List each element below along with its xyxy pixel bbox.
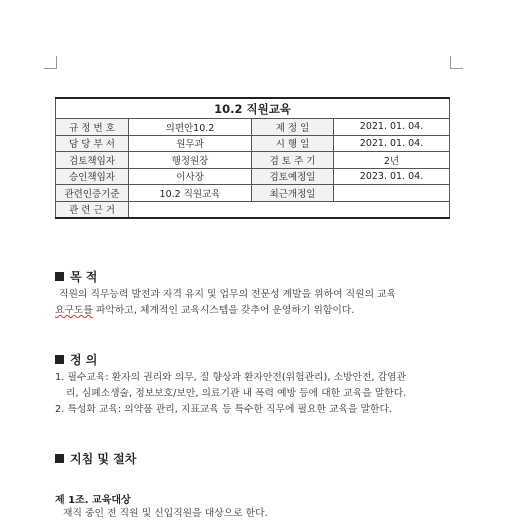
purpose-text-flagged-word: 요구도를 bbox=[55, 305, 93, 316]
section-definition-heading: 정 의 bbox=[55, 351, 97, 368]
label-reviewer: 검토책임자 bbox=[56, 152, 129, 169]
value-accreditation-standard: 10.2 직원교육 bbox=[129, 185, 252, 202]
label-department: 담 당 부 서 bbox=[56, 135, 129, 152]
square-bullet-icon bbox=[55, 454, 64, 463]
label-regulation-number: 규 정 번 호 bbox=[56, 119, 129, 136]
value-last-revision-date bbox=[334, 185, 450, 202]
definition-item-1-line-2: 리, 심폐소생술, 정보보호/보안, 의료기관 내 폭력 예방 등에 대한 교육을 말한다. bbox=[66, 388, 407, 399]
label-last-revision-date: 최근개정일 bbox=[252, 185, 334, 202]
value-legal-basis bbox=[129, 201, 450, 218]
label-legal-basis: 관 련 근 거 bbox=[56, 201, 129, 218]
definition-item-2: 2. 특성화 교육: 의약품 관리, 지표교육 등 특수한 직무에 필요한 교육을 말한다. bbox=[55, 404, 393, 415]
section-purpose-heading: 목 적 bbox=[55, 268, 97, 285]
value-department: 원무과 bbox=[129, 135, 252, 152]
table-title: 10.2 직원교육 bbox=[56, 98, 450, 119]
article-1-title: 제 1조. 교육대상 bbox=[55, 495, 131, 506]
value-effective-date: 2021. 01. 04. bbox=[334, 135, 450, 152]
definition-list bbox=[55, 370, 455, 418]
label-review-cycle: 검 토 주 기 bbox=[252, 152, 334, 169]
value-regulation-number: 의편안10.2 bbox=[129, 119, 252, 136]
section-procedure-heading: 지침 및 절차 bbox=[55, 450, 136, 467]
label-approver: 승인책임자 bbox=[56, 168, 129, 185]
value-approver: 이사장 bbox=[129, 168, 252, 185]
value-reviewer: 행정원장 bbox=[129, 152, 252, 169]
value-next-review-date: 2023. 01. 04. bbox=[334, 168, 450, 185]
purpose-text-line-1: 직원의 직무능력 발전과 자격 유지 및 업무의 전문성 계발을 위하여 직원의 교육 bbox=[59, 289, 397, 300]
square-bullet-icon bbox=[55, 272, 64, 281]
page-corner-mark bbox=[450, 56, 463, 69]
value-review-cycle: 2년 bbox=[334, 152, 450, 169]
purpose-text-line-2: 파악하고, 체계적인 교육시스템을 갖추어 운영하기 위함이다. bbox=[92, 305, 355, 316]
label-next-review-date: 검토예정일 bbox=[252, 168, 334, 185]
value-enactment-date: 2021. 01. 04. bbox=[334, 119, 450, 136]
page-corner-mark bbox=[44, 56, 57, 69]
definition-item-1-line-1: 1. 필수교육: 환자의 권리와 의무, 질 향상과 환자안전(위험관리), 소방안전, 감염관 bbox=[55, 372, 407, 383]
article-1-text: 재직 중인 전 직원 및 신입직원을 대상으로 한다. bbox=[63, 508, 268, 519]
purpose-paragraph bbox=[55, 287, 455, 319]
label-accreditation-standard: 관련인증기준 bbox=[56, 185, 129, 202]
label-effective-date: 시 행 일 bbox=[252, 135, 334, 152]
square-bullet-icon bbox=[55, 355, 64, 364]
label-enactment-date: 제 정 일 bbox=[252, 119, 334, 136]
regulation-info-table bbox=[55, 97, 450, 219]
